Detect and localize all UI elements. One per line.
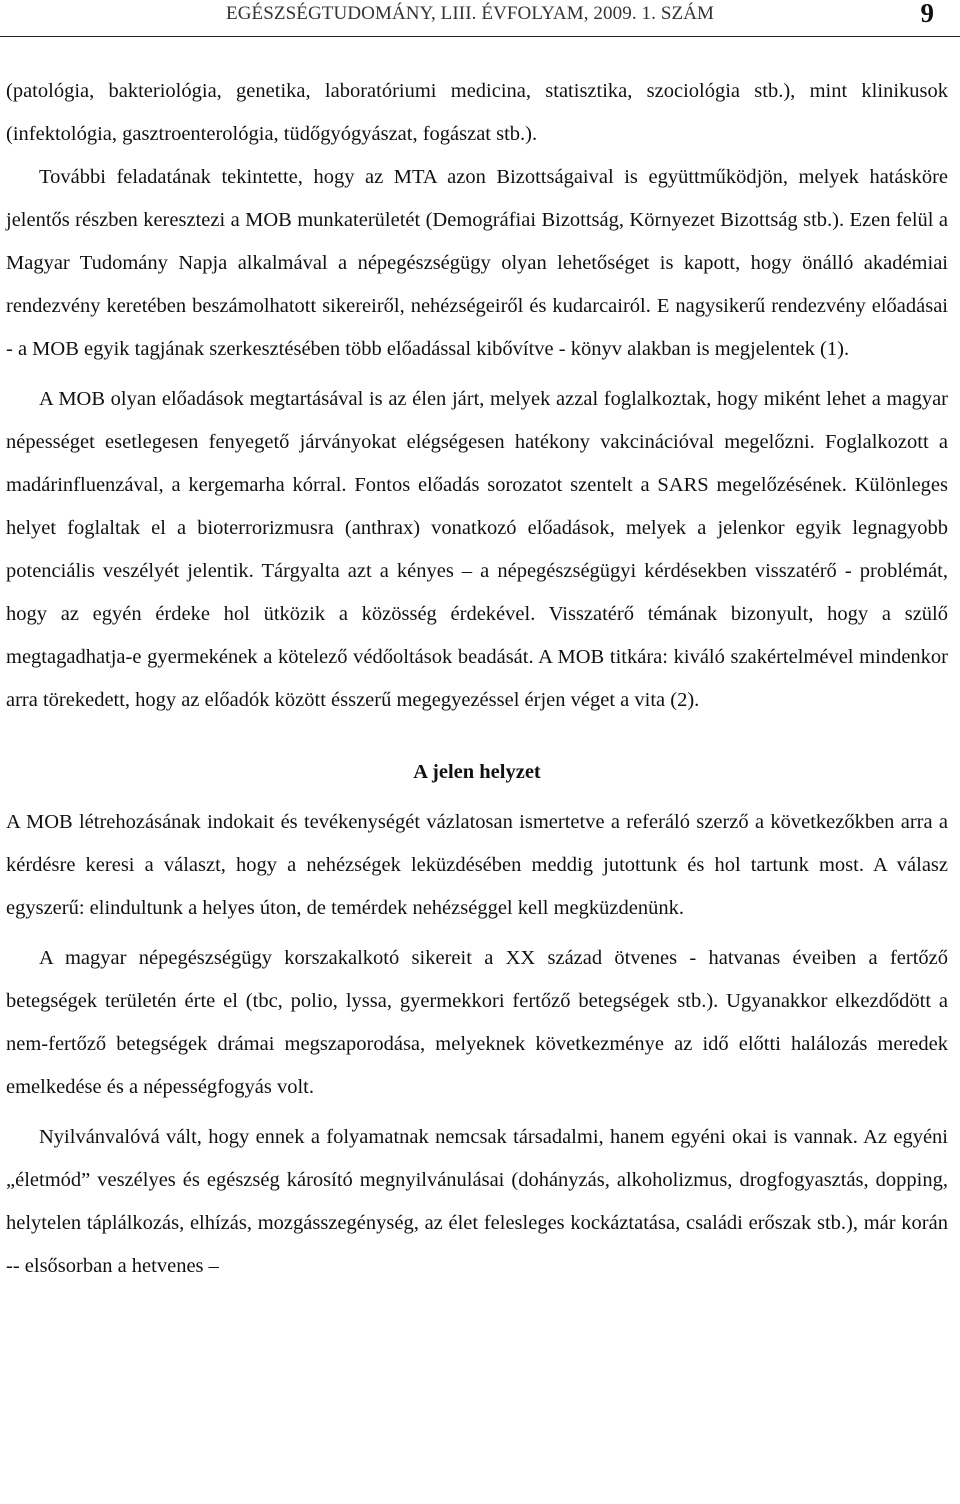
article-body bbox=[6, 70, 948, 1288]
paragraph: A MOB olyan előadások megtartásával is az élen járt, melyek azzal foglalkoztak, hogy miként lehet a magyar népességet esetlegesen fenyegető járványokat elégségesen hatékony vakcinációval megelőzni. Foglalkozott a madárinfluenzával, a kergemarha kórral. Fontos előadás sorozatot szentelt a SARS megelőzésének. Különleges helyet foglaltak el a bioterrorizmusra (anthrax) vonatkozó előadások, melyek a jelenkor egyik legnagyobb potenciális veszélyét jelentik. Tárgyalta azt a kényes – a népegészségügyi kérdésekben visszatérő - problémát, hogy az egyén érdeke hol ütközik a közösség érdekével. Visszatérő témának bizonyult, hogy a szülő megtagadhatja-e gyermekének a kötelező védőoltások beadását. A MOB titkára: kiváló szakértelmével mindenkor arra törekedett, hogy az előadók között ésszerű megegyezéssel érjen véget a vita (2). bbox=[6, 388, 948, 711]
paragraph: A MOB létrehozásának indokait és tevékenységét vázlatosan ismertetve a referáló szerző a következőkben arra a kérdésre keresi a választ, hogy a nehézségek leküzdésében meddig jutottunk és hol tartunk most. A válasz egyszerű: elindultunk a helyes úton, de temérdek nehézséggel kell megküzdenünk. bbox=[6, 811, 948, 919]
paragraph: Nyilvánvalóvá vált, hogy ennek a folyamatnak nemcsak társadalmi, hanem egyéni okai is vannak. Az egyéni „életmód” veszélyes és egészség károsító megnyilvánulásai (dohányzás, alkoholizmus, drogfogyasztás, dopping, helytelen táplálkozás, elhízás, mozgásszegénység, az élet felesleges kockáztatása, családi erőszak stb.), már korán -- elsősorban a hetvenes – bbox=[6, 1126, 948, 1277]
page-number: 9 bbox=[920, 0, 934, 28]
journal-running-head: EGÉSZSÉGTUDOMÁNY, LIII. ÉVFOLYAM, 2009. 1. SZÁM bbox=[226, 3, 715, 24]
section-heading: A jelen helyzet bbox=[413, 761, 541, 783]
running-header bbox=[0, 0, 960, 37]
paragraph: További feladatának tekintette, hogy az MTA azon Bizottságaival is együttműködjön, melyek hatásköre jelentős részben keresztezi a MOB munkaterületét (Demográfiai Bizottság, Környezet Bizottság stb.). Ezen felül a Magyar Tudomány Napja alkalmával a népegészségügy olyan lehetőséget is kapott, hogy önálló akadémiai rendezvény keretében beszámolhatott sikereiről, nehézségeiről és kudarcairól. E nagysikerű rendezvény előadásai - a MOB egyik tagjának szerkesztésében több előadással kibővítve - könyv alakban is megjelentek (1). bbox=[6, 166, 948, 360]
paragraph-continuation: (patológia, bakteriológia, genetika, laboratóriumi medicina, statisztika, szociológia stb.), mint klinikusok (infektológia, gasztroenterológia, tüdőgyógyászat, fogászat stb.). bbox=[6, 80, 948, 145]
paragraph: A magyar népegészségügy korszakalkotó sikereit a XX század ötvenes - hatvanas éveiben a fertőző betegségek területén érte el (tbc, polio, lyssa, gyermekkori fertőző betegségek stb.). Ugyanakkor elkezdődött a nem-fertőző betegségek drámai megszaporodása, melyeknek következménye az idő előtti halálozás meredek emelkedése és a népességfogyás volt. bbox=[6, 947, 948, 1098]
